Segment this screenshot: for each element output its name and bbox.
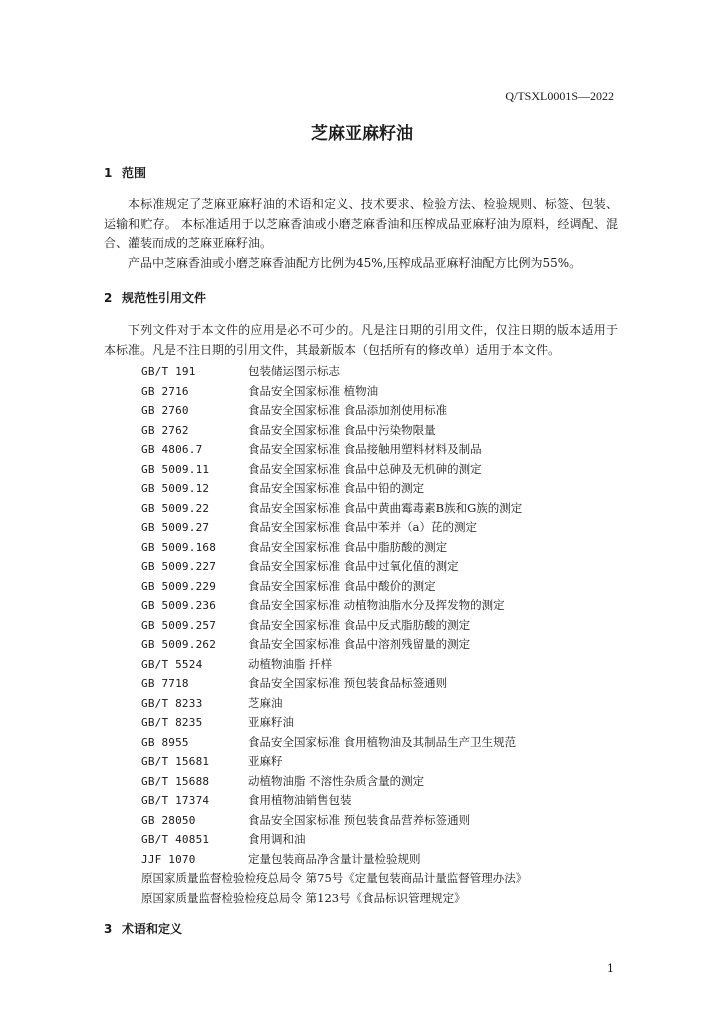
reference-name: 食品安全国家标准 预包装食品营养标签通则 [248,812,471,827]
reference-code: GB 2762 [141,423,189,437]
reference-code: GB/T 15681 [141,755,210,768]
reference-item [141,733,621,753]
reference-item [141,830,621,850]
reference-item [141,694,621,714]
section-number: 2 [104,291,113,305]
section-title: 规范性引用文件 [122,291,207,305]
reference-code: GB/T 15688 [141,774,210,788]
regulation-order-item [141,889,621,909]
reference-code: GB 5009.27 [141,521,210,534]
reference-name: 定量包装商品净含量计量检验规则 [248,851,421,866]
reference-name: 食品安全国家标准 食品中过氧化值的测定 [248,559,459,573]
reference-code: GB 2760 [141,404,189,417]
section-2-heading [104,289,206,306]
reference-code: GB 5009.12 [141,482,210,495]
reference-code: GB 5009.236 [141,599,217,612]
section-title: 范围 [122,166,147,180]
reference-item [141,596,621,616]
reference-item [141,401,621,421]
reference-list [141,362,621,908]
reference-name: 食品安全国家标准 食品中苯并（a）芘的测定 [248,520,478,534]
reference-name: 食品安全国家标准 食品中黄曲霉毒素B族和G族的测定 [248,500,523,515]
reference-code: GB 7718 [141,677,189,690]
reference-name: 食品安全国家标准 食品接触用塑料材料及制品 [248,442,482,456]
section-3-heading [104,920,182,937]
reference-item [141,440,621,460]
reference-item [141,811,621,831]
reference-item [141,460,621,480]
reference-item [141,772,621,792]
reference-name: 食品安全国家标准 预包装食品标签通则 [248,676,448,690]
reference-code: GB/T 191 [141,365,196,378]
reference-name: 食品安全国家标准 食品中铅的测定 [248,481,425,495]
section-1-paragraph-1: 本标准规定了芝麻亚麻籽油的术语和定义、技术要求、检验方法、检验规则、标签、包装、运输和贮存。 本标准适用于以芝麻香油或小磨芝麻香油和压榨成品亚麻籽油为原料，经调配、混合、灌装而成的芝麻亚麻籽油。 [104,197,618,250]
reference-item [141,479,621,499]
reference-name: 食品安全国家标准 食品中脂肪酸的测定 [248,539,448,554]
regulation-order-item [141,869,621,889]
reference-name: 动植物油脂 扦样 [248,656,333,671]
reference-name: 食用植物油销售包装 [248,793,352,807]
section-2-intro: 下列文件对于本文件的应用是必不可少的。凡是注日期的引用文件，仅注日期的版本适用于本标准。凡是不注日期的引用文件，其最新版本（包括所有的修改单）适用于本文件。 [104,323,618,357]
reference-code: GB/T 8235 [141,716,203,729]
reference-item [141,421,621,441]
document-title: 芝麻亚麻籽油 [311,124,413,144]
reference-name: 食品安全国家标准 食品中总砷及无机砷的测定 [248,461,482,476]
section-number: 1 [104,166,113,180]
reference-name: 亚麻籽油 [248,715,294,729]
reference-code: GB 2716 [141,384,189,398]
reference-item [141,713,621,733]
reference-name: 食品安全国家标准 食品添加剂使用标准 [248,403,448,417]
reference-item [141,791,621,811]
reference-name: 食品安全国家标准 动植物油脂水分及挥发物的测定 [248,598,505,612]
reference-item [141,850,621,870]
reference-code: GB/T 8233 [141,696,203,710]
reference-name: 食品安全国家标准 食品中酸价的测定 [248,578,436,593]
section-number: 3 [104,922,113,936]
reference-item [141,362,621,382]
reference-name: 食品安全国家标准 食品中溶剂残留量的测定 [248,637,471,651]
reference-name: 食用调和油 [248,832,306,846]
reference-code: GB 8955 [141,735,189,749]
reference-name: 包装储运图示标志 [248,364,340,378]
reference-item [141,518,621,538]
reference-item [141,538,621,558]
reference-code: GB 5009.168 [141,540,217,554]
reference-name: 食品安全国家标准 植物油 [248,383,379,398]
page-number: 1 [607,962,614,975]
reference-code: GB 4806.7 [141,443,203,456]
standard-code: Q/TSXL0001S—2022 [505,89,614,103]
section-1-paragraph-2: 产品中芝麻香油或小磨芝麻香油配方比例为45%,压榨成品亚麻籽油配方比例为55%。 [128,256,582,270]
reference-name: 亚麻籽 [248,754,283,768]
reference-item [141,674,621,694]
reference-code: GB 5009.22 [141,501,210,515]
reference-code: GB/T 40851 [141,833,210,846]
reference-code: GB 5009.227 [141,560,217,573]
reference-code: GB 5009.11 [141,462,210,476]
regulation-order-text: 原国家质量监督检验检疫总局令 第75号《定量包装商品计量监督管理办法》 [141,871,528,885]
reference-code: GB 28050 [141,813,196,827]
reference-item [141,635,621,655]
reference-item [141,557,621,577]
reference-item [141,577,621,597]
reference-name: 芝麻油 [248,695,283,710]
reference-code: GB 5009.262 [141,638,217,651]
reference-code: GB/T 5524 [141,657,203,671]
reference-name: 食品安全国家标准 食用植物油及其制品生产卫生规范 [248,734,517,749]
reference-code: JJF 1070 [141,852,196,866]
reference-code: GB 5009.257 [141,618,217,632]
reference-item [141,655,621,675]
reference-item [141,616,621,636]
reference-name: 食品安全国家标准 食品中反式脂肪酸的测定 [248,617,471,632]
section-title: 术语和定义 [122,922,183,936]
regulation-order-text: 原国家质量监督检验检疫总局令 第123号《食品标识管理规定》 [141,890,466,905]
reference-name: 动植物油脂 不溶性杂质含量的测定 [248,773,425,788]
section-1-heading [104,164,146,181]
reference-item [141,499,621,519]
reference-item [141,752,621,772]
reference-item [141,382,621,402]
reference-code: GB 5009.229 [141,579,217,593]
reference-name: 食品安全国家标准 食品中污染物限量 [248,422,436,437]
reference-code: GB/T 17374 [141,794,210,807]
